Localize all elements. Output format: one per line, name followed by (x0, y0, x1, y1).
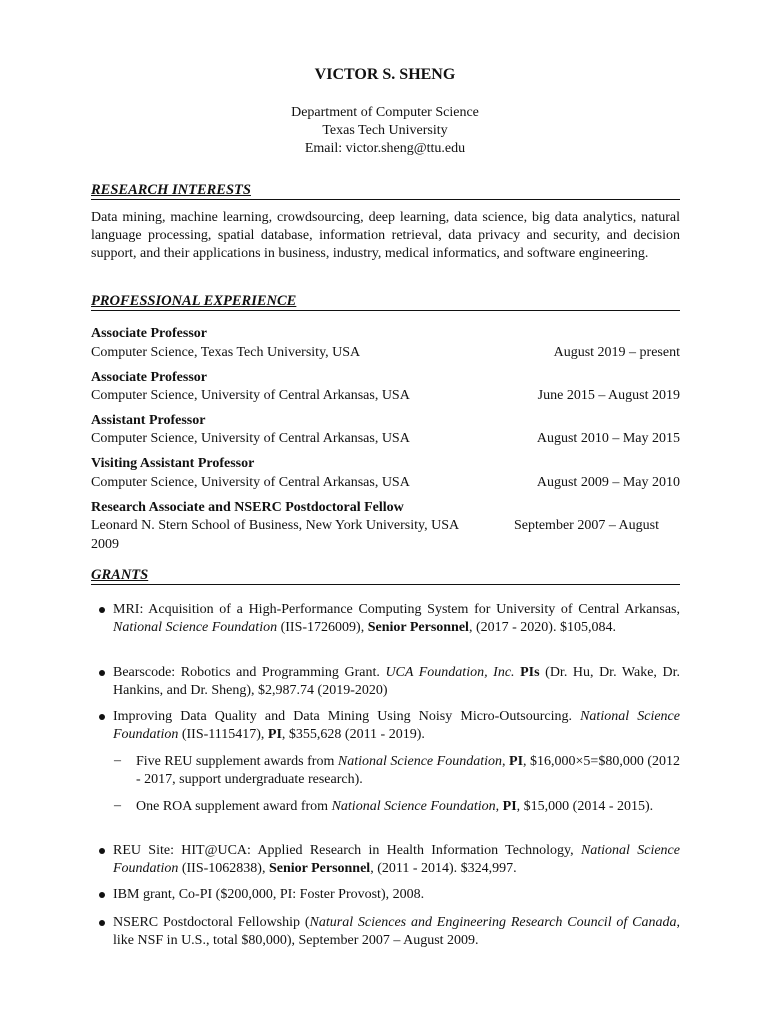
job-org: Leonard N. Stern School of Business, New York University, USA (91, 518, 460, 533)
job-dates: August 2010 – May 2015 (536, 431, 680, 446)
grant-item: IBM grant, Co-PI ($200,000, PI: Foster Provost), 2008. (113, 887, 425, 902)
job-dates: June 2015 – August 2019 (537, 388, 680, 403)
research-interests-text: Data mining, machine learning, crowdsourcing, deep learning, data science, big data analytics, natural language processing, spatial database, information retrieval, data privacy and security, and decision support, and their applications in business, industry, medical informatics, and software engineering. (91, 210, 680, 261)
grant-subitem: Five REU supplement awards from National Science Foundation, PI, $16,000×5=$80,000 (2012 - 2017, support undergraduate research). (136, 754, 680, 787)
bullet-icon (99, 670, 105, 676)
bullet-icon (99, 607, 105, 613)
job-org: Computer Science, University of Central Arkansas, USA (91, 475, 410, 490)
email: Email: victor.sheng@ttu.edu (304, 141, 466, 156)
job-title: Research Associate and NSERC Postdoctoral Fellow (91, 500, 404, 515)
job-dates: September 2007 – August (513, 518, 659, 533)
department: Department of Computer Science (291, 105, 479, 120)
job-title: Assistant Professor (91, 413, 206, 428)
cv-name: VICTOR S. SHENG (314, 66, 456, 83)
job-org: Computer Science, University of Central Arkansas, USA (91, 388, 410, 403)
university: Texas Tech University (322, 123, 448, 138)
job-org: Computer Science, Texas Tech University, USA (91, 345, 361, 360)
bullet-icon (99, 892, 105, 898)
bullet-icon (99, 920, 105, 926)
grant-item: MRI: Acquisition of a High-Performance Computing System for University of Central Arkansas, National Science Foundation (IIS-1726009), Senior Personnel, (2017 - 2020). $105,084. (113, 602, 680, 635)
job-dates: August 2019 – present (553, 345, 680, 360)
grant-subitem: One ROA supplement award from National Science Foundation, PI, $15,000 (2014 - 2015). (136, 799, 654, 814)
research-interests-heading: RESEARCH INTERESTS (91, 182, 680, 200)
grant-item: Improving Data Quality and Data Mining Using Noisy Micro-Outsourcing. National Science Foundation (IIS-1115417), PI, $355,628 (2011 - 2019). (113, 709, 680, 742)
grant-item: REU Site: HIT@UCA: Applied Research in Health Information Technology, National Science Foundation (IIS-1062838), Senior Personnel, (2011 - 2014). $324,997. (113, 843, 680, 876)
bullet-icon (99, 848, 105, 854)
grants-heading: GRANTS (91, 567, 680, 585)
grant-item: Bearscode: Robotics and Programming Grant. UCA Foundation, Inc. PIs (Dr. Hu, Dr. Wake, Dr. Hankins, and Dr. Sheng), $2,987.74 (2019-2020) (113, 665, 680, 698)
bullet-icon (99, 714, 105, 720)
job-title: Visiting Assistant Professor (91, 456, 255, 471)
dash-icon: – (114, 798, 121, 813)
job-dates: August 2009 – May 2010 (536, 475, 680, 490)
job-dates-continued: 2009 (91, 537, 119, 552)
job-org: Computer Science, University of Central Arkansas, USA (91, 431, 410, 446)
grant-item: NSERC Postdoctoral Fellowship (Natural Sciences and Engineering Research Council of Canada, like NSF in U.S., total $80,000), September 2007 – August 2009. (113, 915, 680, 948)
job-title: Associate Professor (91, 370, 207, 385)
job-title: Associate Professor (91, 326, 207, 341)
professional-experience-heading: PROFESSIONAL EXPERIENCE (91, 293, 680, 311)
dash-icon: – (114, 753, 121, 768)
